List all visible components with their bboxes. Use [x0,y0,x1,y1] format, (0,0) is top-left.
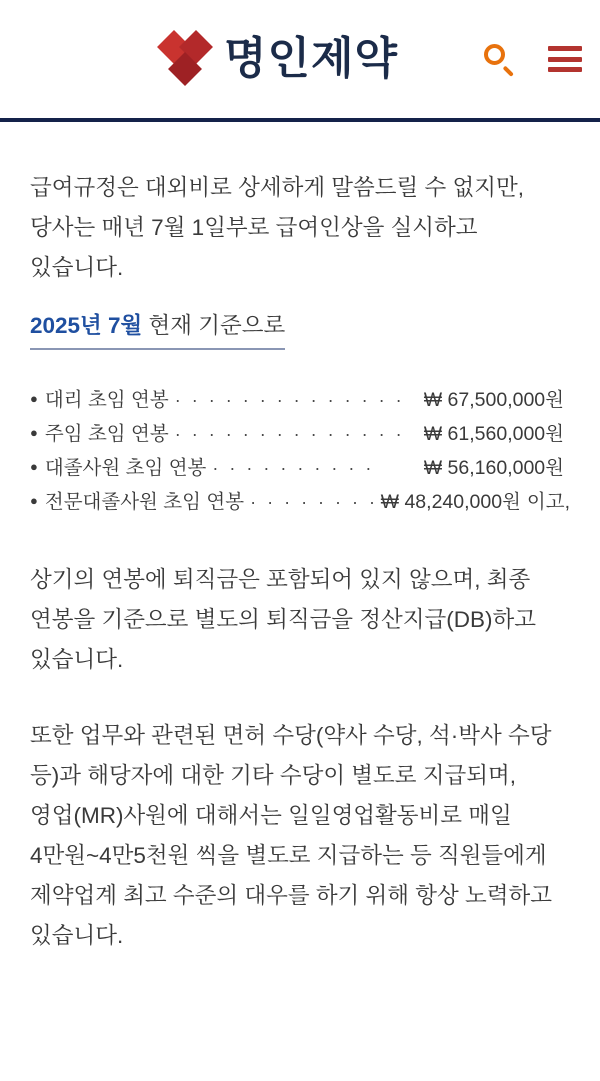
severance-paragraph-continued: 있습니다. [30,647,124,672]
salary-amount: ₩ 67,500,000원 [423,389,564,411]
search-icon[interactable] [482,42,516,76]
site-header [0,0,600,118]
salary-dots: · · · · · · · · [250,492,379,512]
salary-suffix: 이고, [526,491,570,513]
salary-label: 주임 초임 연봉 [44,423,169,445]
closing-paragraph: 제약업계 최고 수준의 대우를 하기 위해 항상 노력하고 있습니다. [30,883,552,948]
logo-text: 명인제약 [223,34,398,83]
bullet-icon: ● [30,391,38,406]
salary-dots: · · · · · · · · · · [212,458,375,478]
date-basis-line [30,306,285,350]
list-item [30,486,570,520]
salary-label: 대리 초임 연봉 [44,389,169,411]
salary-dots: · · · · · · · · · · · · · · [174,424,405,444]
salary-label: 전문대졸사원 초임 연봉 [44,491,245,513]
date-basis-emphasis: 2025년 7월 [30,313,143,338]
header-actions [482,42,582,76]
bullet-icon: ● [30,493,38,508]
salary-label: 대졸사원 초임 연봉 [44,457,207,479]
list-item [30,418,570,452]
diamond-logo-icon [162,33,214,85]
site-logo[interactable] [162,33,398,85]
salary-amount: ₩ 48,240,000원 [380,491,521,513]
list-item [30,384,570,418]
intro-paragraph: 급여규정은 대외비로 상세하게 말씀드릴 수 없지만, 당사는 매년 7월 1일부로 급여인상을 실시하고 있습니다. [30,175,524,280]
header-inner [0,0,600,118]
article-content [0,122,600,956]
list-item [30,452,570,486]
severance-paragraph: 상기의 연봉에 퇴직금은 포함되어 있지 않으며, 최종 연봉을 기준으로 별도의 퇴직금을 정산지급(DB)하고 [30,567,536,632]
mr-activity-paragraph: 영업(MR)사원에 대해서는 일일영업활동비로 매일 4만원~4만5천원 씩을 별도로 지급하는 등 직원들에게 [30,803,547,868]
salary-amount: ₩ 61,560,000원 [423,423,564,445]
allowance-paragraph: 또한 업무와 관련된 면허 수당(약사 수당, 석·박사 수당 등)과 해당자에 대한 기타 수당이 별도로 지급되며, [30,723,552,788]
date-basis-rest: 현재 기준으로 [142,313,286,338]
bullet-icon: ● [30,459,38,474]
salary-list [30,384,570,520]
bullet-icon: ● [30,425,38,440]
salary-dots: · · · · · · · · · · · · · · [174,390,405,410]
salary-amount: ₩ 56,160,000원 [423,457,564,479]
hamburger-menu-icon[interactable] [548,46,582,72]
